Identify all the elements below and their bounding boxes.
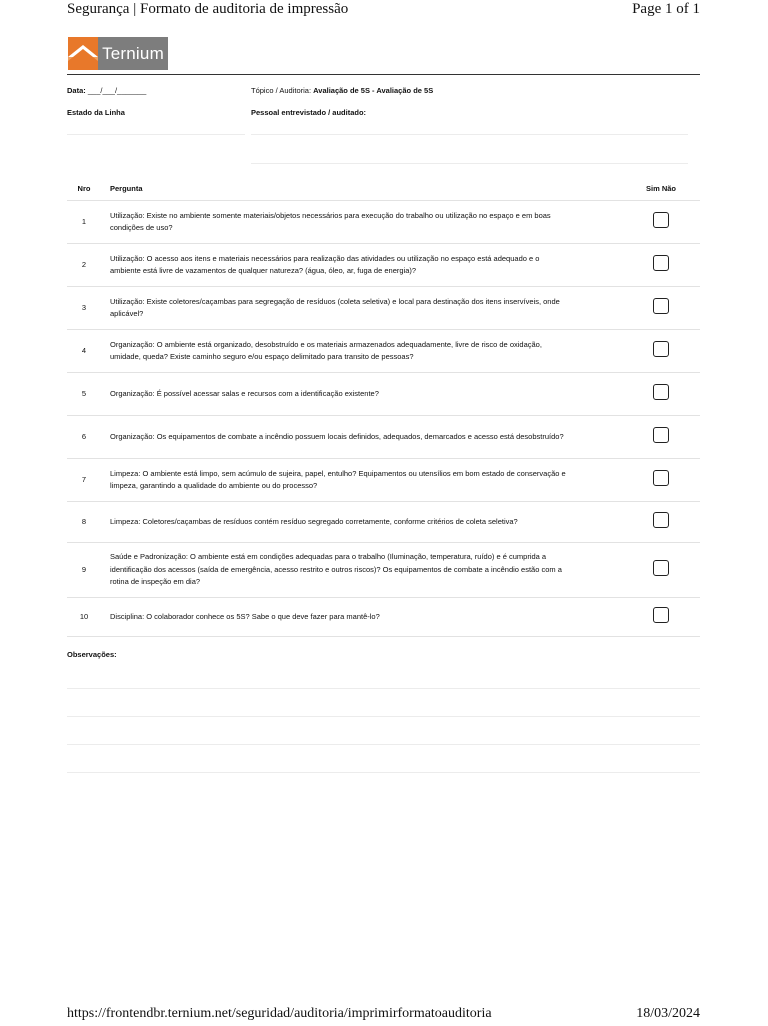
row-number: 7	[81, 474, 87, 484]
estado-line	[67, 134, 245, 135]
table-header	[67, 176, 700, 201]
answer-checkbox[interactable]	[653, 470, 669, 486]
row-question: Organização: Os equipamentos de combate a incêndio possuem locais definidos, adequados, demarcados e acesso está desobstruído?	[110, 431, 564, 441]
row-number: 1	[81, 216, 87, 226]
date-field	[67, 86, 146, 95]
topic-value: Avaliação de 5S - Avaliação de 5S	[313, 86, 434, 95]
page-url: https://frontendbr.ternium.net/seguridad/auditoria/imprimirformatoauditoria	[67, 1006, 492, 1021]
ternium-logo	[68, 37, 168, 70]
logo-mark-icon	[68, 37, 98, 70]
row-question: Saúde e Padronização: O ambiente está em condições adequadas para o trabalho (Iluminação, temperatura, ruído) e é cumprida a identificação dos acessos (saída de emergência, acesso restrito e outros riscos)? Os equipamentos de combate a incêndio estão com a rotina de inspeção em dia?	[110, 552, 562, 587]
estado-label	[67, 108, 125, 117]
table-row	[67, 598, 700, 637]
page-number: Page 1 of 1	[632, 1, 700, 17]
observacoes-line-1[interactable]	[67, 688, 700, 689]
table-row	[67, 287, 700, 330]
table-row	[67, 244, 700, 287]
row-number: 5	[81, 388, 87, 398]
table-row	[67, 201, 700, 244]
observacoes-line-2[interactable]	[67, 716, 700, 717]
table-row	[67, 543, 700, 598]
row-question: Utilização: Existe coletores/caçambas para segregação de resíduos (coleta seletiva) e local para destinação dos itens inservíveis, onde aplicável?	[110, 296, 560, 318]
row-question: Utilização: O acesso aos itens e materiais necessários para realização das atividades ou utilização no espaço está adequado e o ambiente está livre de vazamentos de qualquer natureza? (água, óleo, ar, fuga de energia)?	[110, 253, 540, 275]
topic-field	[251, 86, 433, 95]
header-nro: Nro	[77, 183, 91, 193]
table-row	[67, 373, 700, 416]
row-answer-cell	[622, 512, 700, 533]
row-answer-cell	[622, 384, 700, 405]
table-row	[67, 416, 700, 459]
row-number: 10	[79, 611, 89, 621]
pessoal-line-1	[251, 134, 688, 135]
table-row	[67, 459, 700, 502]
date-label: Data:	[67, 86, 86, 95]
topic-label: Tópico / Auditoria:	[251, 86, 312, 95]
table-row	[67, 330, 700, 373]
date-value: ___/___/_______	[87, 86, 147, 95]
observacoes-line-3[interactable]	[67, 744, 700, 745]
pessoal-line-2	[251, 163, 688, 164]
header-divider	[67, 74, 700, 75]
pessoal-label-text: Pessoal entrevistado / auditado:	[251, 108, 367, 117]
answer-checkbox[interactable]	[653, 212, 669, 228]
row-answer-cell	[622, 212, 700, 233]
row-question: Organização: É possível acessar salas e recursos com a identificação existente?	[110, 388, 379, 398]
audit-table	[67, 176, 700, 637]
row-answer-cell	[622, 560, 700, 581]
row-answer-cell	[622, 427, 700, 448]
header-sim-nao: Sim Não	[645, 183, 676, 193]
answer-checkbox[interactable]	[653, 560, 669, 576]
answer-checkbox[interactable]	[653, 255, 669, 271]
answer-checkbox[interactable]	[653, 512, 669, 528]
row-number: 3	[81, 302, 87, 312]
row-question: Limpeza: Coletores/caçambas de resíduos contém resíduo segregado corretamente, conforme critérios de coleta seletiva?	[110, 516, 518, 526]
header-pergunta: Pergunta	[110, 183, 143, 193]
row-number: 4	[81, 345, 87, 355]
row-answer-cell	[622, 607, 700, 628]
answer-checkbox[interactable]	[653, 298, 669, 314]
logo-text: Ternium	[98, 37, 168, 70]
row-answer-cell	[622, 255, 700, 276]
row-number: 9	[81, 564, 87, 574]
row-answer-cell	[622, 298, 700, 319]
row-question: Limpeza: O ambiente está limpo, sem acúmulo de sujeira, papel, entulho? Equipamentos ou utensílios em bom estado de conservação e limpeza, garantindo a qualidade do ambiente ou do processo?	[110, 468, 566, 490]
row-question: Utilização: Existe no ambiente somente materiais/objetos necessários para execução do trabalho ou utilização no espaço e em boas condições de uso?	[110, 210, 551, 232]
answer-checkbox[interactable]	[653, 384, 669, 400]
table-body	[67, 201, 700, 637]
row-number: 6	[81, 431, 87, 441]
row-question: Disciplina: O colaborador conhece os 5S? Sabe o que deve fazer para mantê-lo?	[110, 611, 380, 621]
pessoal-label	[251, 108, 366, 117]
row-number: 2	[81, 259, 87, 269]
print-date: 18/03/2024	[636, 1006, 700, 1021]
answer-checkbox[interactable]	[653, 427, 669, 443]
row-question: Organização: O ambiente está organizado, desobstruído e os materiais armazenados adequadamente, livre de risco de oxidação, umidade, queda? Existe caminho seguro e/ou espaço delimitado para transito de pessoas?	[110, 339, 542, 361]
row-answer-cell	[622, 470, 700, 491]
answer-checkbox[interactable]	[653, 607, 669, 623]
table-row	[67, 502, 700, 543]
print-footer	[67, 1006, 700, 1026]
row-number: 8	[81, 516, 87, 526]
row-answer-cell	[622, 341, 700, 362]
observacoes-label: Observações:	[67, 650, 117, 659]
observacoes-line-4[interactable]	[67, 772, 700, 773]
estado-label-text: Estado da Linha	[67, 108, 125, 117]
answer-checkbox[interactable]	[653, 341, 669, 357]
print-header	[67, 1, 700, 23]
print-title: Segurança | Formato de auditoria de impressão	[67, 1, 349, 17]
